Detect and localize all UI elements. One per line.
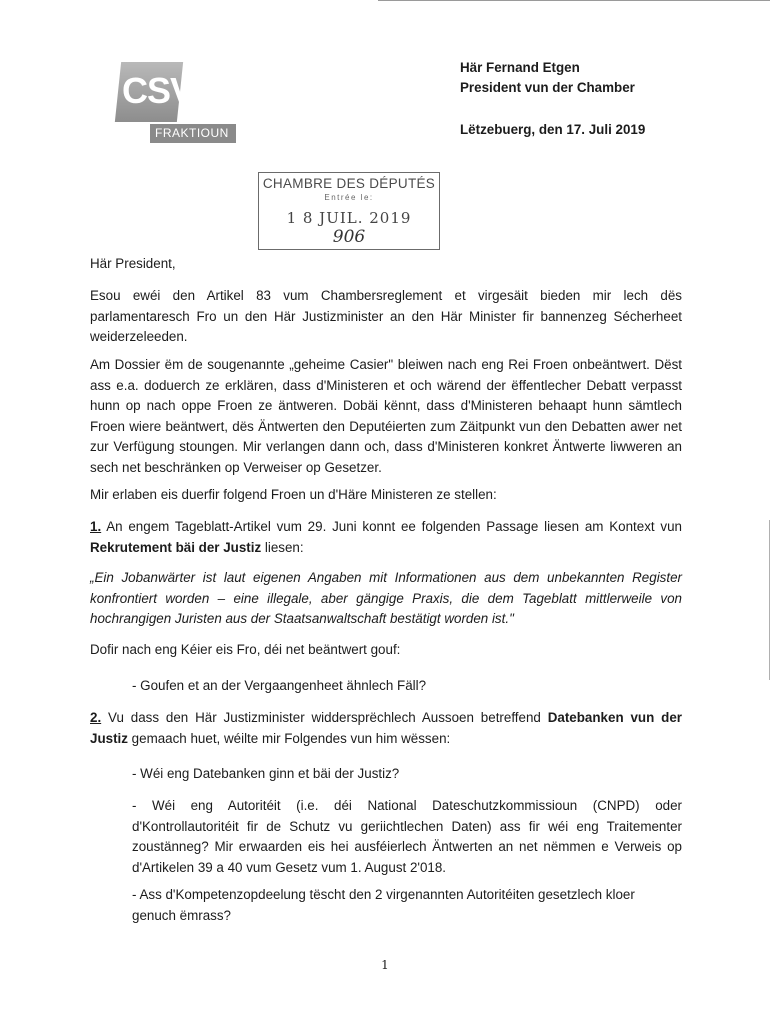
question-2-number: 2. <box>90 710 102 725</box>
stamp-title: CHAMBRE DES DÉPUTÉS <box>262 176 436 191</box>
stamp-subtitle: Entrée le: <box>324 193 374 202</box>
place-date: Lëtzebuerg, den 17. Juli 2019 <box>460 122 646 137</box>
recipient-block <box>460 58 635 98</box>
page-number: 1 <box>381 958 389 972</box>
question-1-post: liesen: <box>261 539 304 555</box>
recipient-name: Här Fernand Etgen <box>460 60 580 75</box>
question-2c: - Ass d'Kompetenzopdeelung tëscht den 2 virgenannten Autoritéiten gesetzlech kloer genuch ëmrass? <box>132 887 635 923</box>
question-1-number: 1. <box>90 519 102 534</box>
paragraph-intro: Esou ewéi den Artikel 83 vum Chambersreglement et virgesäit bieden mir lech dës parlamentaresch Fro un den Här Justizminister an den Här Minister fir bannenzeg Sécherheet weiderzeleeden. <box>90 288 682 344</box>
entry-stamp <box>258 172 440 250</box>
scan-edge-line <box>378 0 770 1</box>
question-1 <box>90 517 682 558</box>
logo-sub-bar <box>150 124 236 143</box>
stamp-date: 1 8 JUIL. 2019 <box>286 209 412 227</box>
question-2-post: gemaach huet, wéilte mir Folgendes vun him wëssen: <box>127 730 451 746</box>
paragraph-context: Am Dossier ëm de sougenannte „geheime Casier" bleiwen nach eng Rei Froen onbeäntwert. Dëst ass e.a. doduerch ze erklären, dass d'Ministeren et och wärend der ëffentlecher Debatt verpasst hunn op nach oppe Froen ze äntweren. Dobäi kënnt, dass d'Ministeren behaapt hunn sämtlech Froen wiere beäntwert, dës Äntwerten den Deputéierten zum Zäitpunkt vun den Debatten awer net zur Verfügung stoungen. Mir verlangen dann och, dass d'Ministeren konkret Äntwerte liwweren an sech net beschränken op Verweiser op Gesetzer. <box>90 357 682 475</box>
paragraph-questions-intro: Mir erlaben eis duerfir folgend Froen un d'Häre Ministeren ze stellen: <box>90 487 497 502</box>
question-2 <box>90 708 682 749</box>
tageblatt-quote: „Ein Jobanwärter ist laut eigenen Angaben mit Informationen aus dem unbekannten Register konfrontiert worden – eine illegale, aber gängige Praxis, die dem Tageblatt mittlerweile von hochrangigen Juristen aus der Staatsanwaltschaft bestätigt worden ist." <box>90 570 682 626</box>
recipient-role: President vun der Chamber <box>460 80 635 95</box>
question-1-pre: An engem Tageblatt-Artikel vum 29. Juni konnt ee folgenden Passage liesen am Kontext vun <box>101 519 682 534</box>
stamp-number: 906 <box>332 227 366 247</box>
paragraph-repeat-question: Dofir nach eng Kéier eis Fro, déi net beäntwert gouf: <box>90 642 401 657</box>
logo-main-text: CSV <box>122 70 194 111</box>
csv-fraktioun-logo <box>116 58 240 146</box>
question-2b: - Wéi eng Autoritéit (i.e. déi National Dateschutzkommissioun (CNPD) oder d'Kontrollautoritéit fir de Schutz vu geriichtlechen Daten) ass fir wéi eng Traitementer zoustänneg? Mir erwaarden eis hei ausféierlech Äntwerten an net nëmmen e Verweis op d'Artikelen 39 a 40 vum Gesetz vum 1. August 2'018. <box>132 798 682 875</box>
question-2-pre: Vu dass den Här Justizminister widdersprëchlech Aussoen betreffend <box>101 710 548 725</box>
salutation: Här President, <box>90 256 176 271</box>
logo-sub-text: FRAKTIOUN <box>155 126 229 140</box>
question-1-bold: Rekrutement bäi der Justiz <box>90 539 262 555</box>
question-2-bold: Datebanken vun der Justiz <box>90 710 682 746</box>
question-2a: - Wéi eng Datebanken ginn et bäi der Justiz? <box>132 766 400 781</box>
question-1a: - Goufen et an der Vergaangenheet ähnlech Fäll? <box>132 678 427 693</box>
